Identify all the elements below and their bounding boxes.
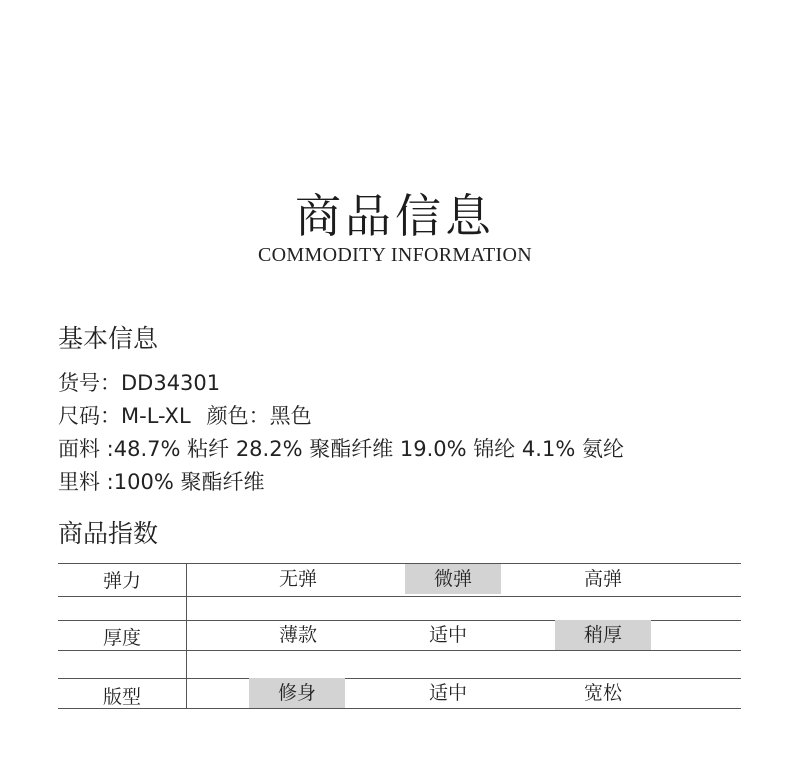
basic-info-heading: 基本信息 — [58, 324, 159, 353]
option-cell: 无弹 — [278, 568, 317, 590]
index-table — [58, 563, 741, 709]
lining-line: 里料 :100% 聚酯纤维 — [58, 470, 265, 494]
table-line — [58, 596, 741, 597]
option-cell-selected: 微弹 — [405, 564, 501, 594]
title-cn: 商品信息 — [295, 189, 495, 243]
option-cell: 宽松 — [583, 682, 622, 704]
option-cell: 薄款 — [278, 624, 317, 646]
index-heading: 商品指数 — [58, 519, 159, 548]
row-label-elasticity: 弹力 — [102, 570, 141, 592]
row-label-thickness: 厚度 — [102, 627, 141, 649]
row-label-fit: 版型 — [102, 686, 141, 708]
item-number: 货号：DD34301 — [58, 371, 221, 395]
color-value: 颜色：黑色 — [206, 404, 312, 428]
option-cell-selected: 稍厚 — [555, 620, 651, 650]
option-cell: 适中 — [428, 624, 467, 646]
size-color-line — [58, 400, 312, 430]
option-cell: 适中 — [428, 682, 467, 704]
table-divider — [186, 563, 187, 709]
fabric-line: 面料 :48.7% 粘纤 28.2% 聚酯纤维 19.0% 锦纶 4.1% 氨纶 — [58, 437, 624, 461]
table-line — [58, 650, 741, 651]
size-value: 尺码：M-L-XL — [58, 404, 191, 428]
title-en: COMMODITY INFORMATION — [258, 244, 532, 266]
option-cell-selected: 修身 — [249, 678, 345, 708]
option-cell: 高弹 — [583, 568, 622, 590]
